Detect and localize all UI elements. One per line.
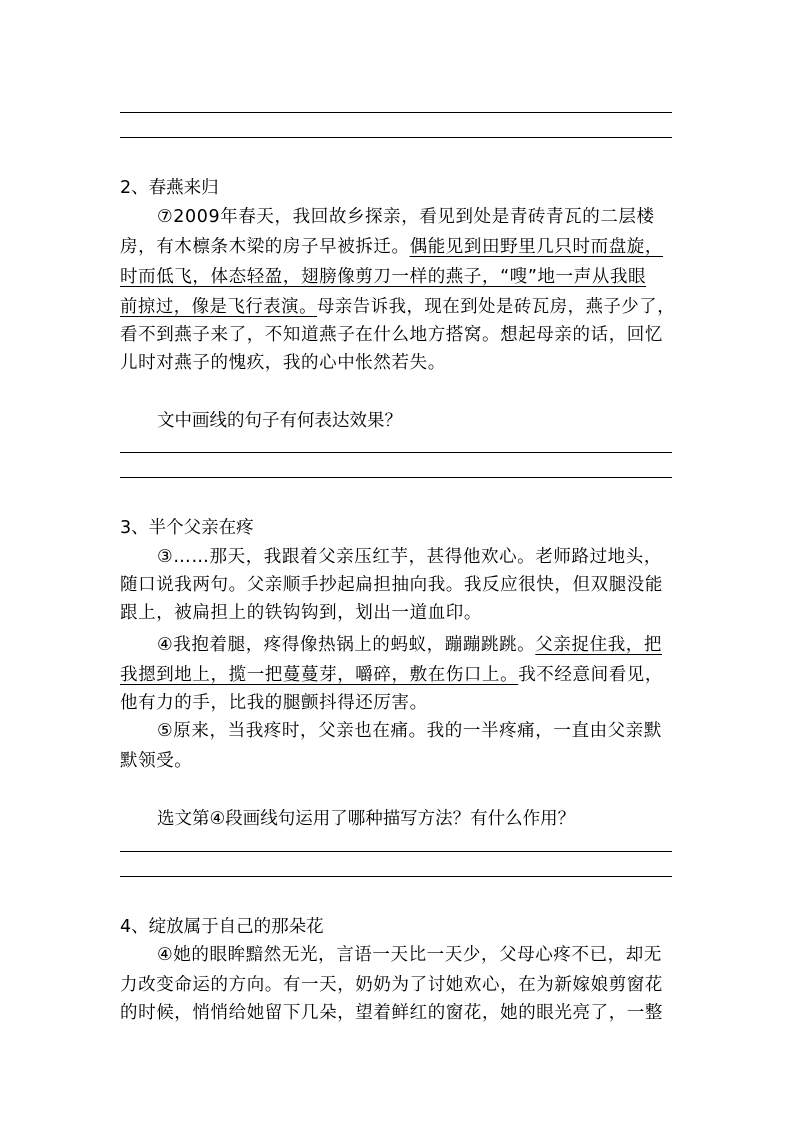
underlined-sentence: 前掠过，像是飞行表演。: [120, 297, 317, 317]
section-title: 2、春燕来归: [120, 178, 219, 198]
underlined-sentence: 时而低飞，体态轻盈，翅膀像剪刀一样的燕子，“嗖”地一声从我眼: [120, 267, 647, 287]
section-title: 4、绽放属于自己的那朵花: [120, 917, 324, 937]
paragraph-line: 力改变命运的方向。有一天，奶奶为了讨她欢心，在为新嫁娘剪窗花: [120, 975, 663, 995]
answer-line[interactable]: [120, 876, 672, 877]
paragraph-line: 我摁到地上，揽一把蔓蔓芽，嚼碎，敷在伤口上。我不经意间看见，: [120, 665, 664, 685]
answer-line[interactable]: [120, 112, 672, 113]
answer-line[interactable]: [120, 477, 672, 478]
paragraph-line: [120, 266, 646, 288]
underlined-sentence: 父亲捉住我，把: [535, 635, 662, 655]
paragraph-line: 的时候，悄悄给她留下几朵，望着鲜红的窗花，她的眼光亮了，一整: [120, 1003, 663, 1023]
paragraph-line: 儿时对燕子的愧疚，我的心中怅然若失。: [120, 353, 446, 373]
paragraph-line: ④她的眼眸黯然无光，言语一天比一天少，父母心疼不已，却无: [157, 945, 662, 965]
paragraph-line: 看不到燕子来了，不知道燕子在什么地方搭窝。想起母亲的话，回忆: [120, 325, 663, 345]
paragraph-line: 随口说我两句。父亲顺手抄起扁担抽向我。我反应很快，但双腿没能: [120, 575, 663, 595]
answer-line[interactable]: [120, 137, 672, 138]
paragraph-line: ⑦2009年春天，我回故乡探亲，看见到处是青砖青瓦的二层楼: [157, 207, 655, 227]
paragraph-line: 跟上，被扁担上的铁钩钩到，划出一道血印。: [120, 603, 482, 623]
section-title: 3、半个父亲在疼: [120, 518, 254, 538]
question-text: 文中画线的句子有何表达效果？: [157, 411, 402, 431]
answer-line[interactable]: [120, 851, 672, 852]
answer-line[interactable]: [120, 452, 672, 453]
question-text: 选文第④段画线句运用了哪种描写方法？有什么作用？: [157, 809, 576, 829]
paragraph-line: 房，有木檩条木梁的房子早被拆迁。偶能见到田野里几只时而盘旋，: [120, 237, 664, 257]
paragraph-line: 前掠过，像是飞行表演。母亲告诉我，现在到处是砖瓦房，燕子少了，: [120, 297, 676, 317]
underlined-sentence: 我摁到地上，揽一把蔓蔓芽，嚼碎，敷在伤口上。: [120, 665, 519, 685]
paragraph-line: 他有力的手，比我的腿颤抖得还厉害。: [120, 693, 428, 713]
paragraph-line: ⑤原来，当我疼时，父亲也在痛。我的一半疼痛，一直由父亲默: [157, 721, 662, 741]
paragraph-line: ③……那天，我跟着父亲压红芋，甚得他欢心。老师路过地头，: [157, 547, 662, 567]
paragraph-line: 默领受。: [120, 751, 193, 771]
underlined-sentence: 偶能见到田野里几只时而盘旋，: [409, 237, 664, 257]
paragraph-line: ④我抱着腿，疼得像热锅上的蚂蚁，蹦蹦跳跳。父亲捉住我，把: [157, 635, 662, 655]
